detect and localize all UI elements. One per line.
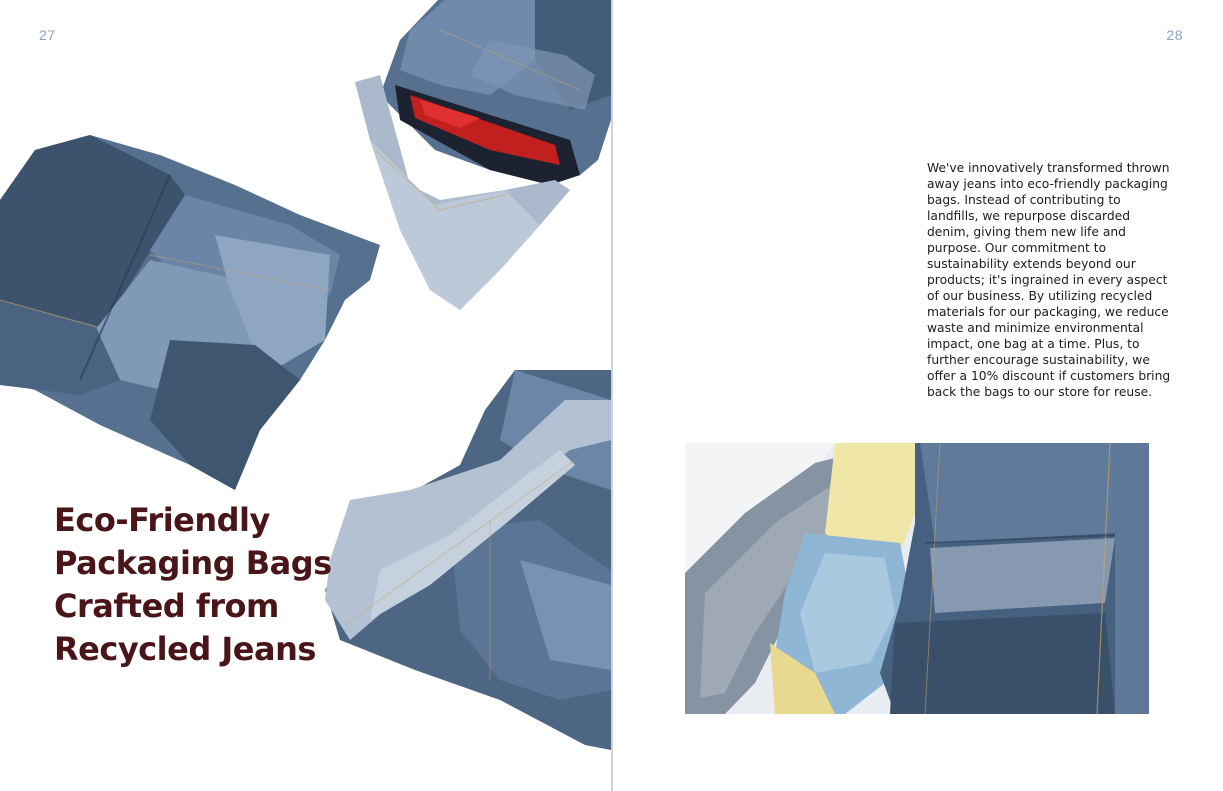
- title-line-3: Crafted from: [54, 587, 279, 625]
- left-page: [0, 0, 611, 791]
- title-line-1: Eco-Friendly: [54, 501, 270, 539]
- title-line-4: Recycled Jeans: [54, 630, 316, 668]
- body-paragraph: We've innovatively transformed thrown away jeans into eco-friendly packaging bags. Instead of contributing to landfills, we repurpose discarded denim, giving them new life and purpose. Our commitment to sustainability extends beyond our products; it's ingrained in every aspect of our business. By utilizing recycled materials for our packaging, we reduce waste and minimize environmental impact, one bag at a time. Plus, to further encourage sustainability, we offer a 10% discount if customers bring back the bags to our store for reuse.: [927, 161, 1171, 399]
- page-number-left: 27: [39, 27, 56, 43]
- page-title: [54, 499, 374, 671]
- title-line-2: Packaging Bags: [54, 544, 332, 582]
- right-page: [613, 0, 1223, 791]
- denim-bag-detail-photo: [685, 443, 1149, 714]
- page-number-right: 28: [1166, 27, 1183, 43]
